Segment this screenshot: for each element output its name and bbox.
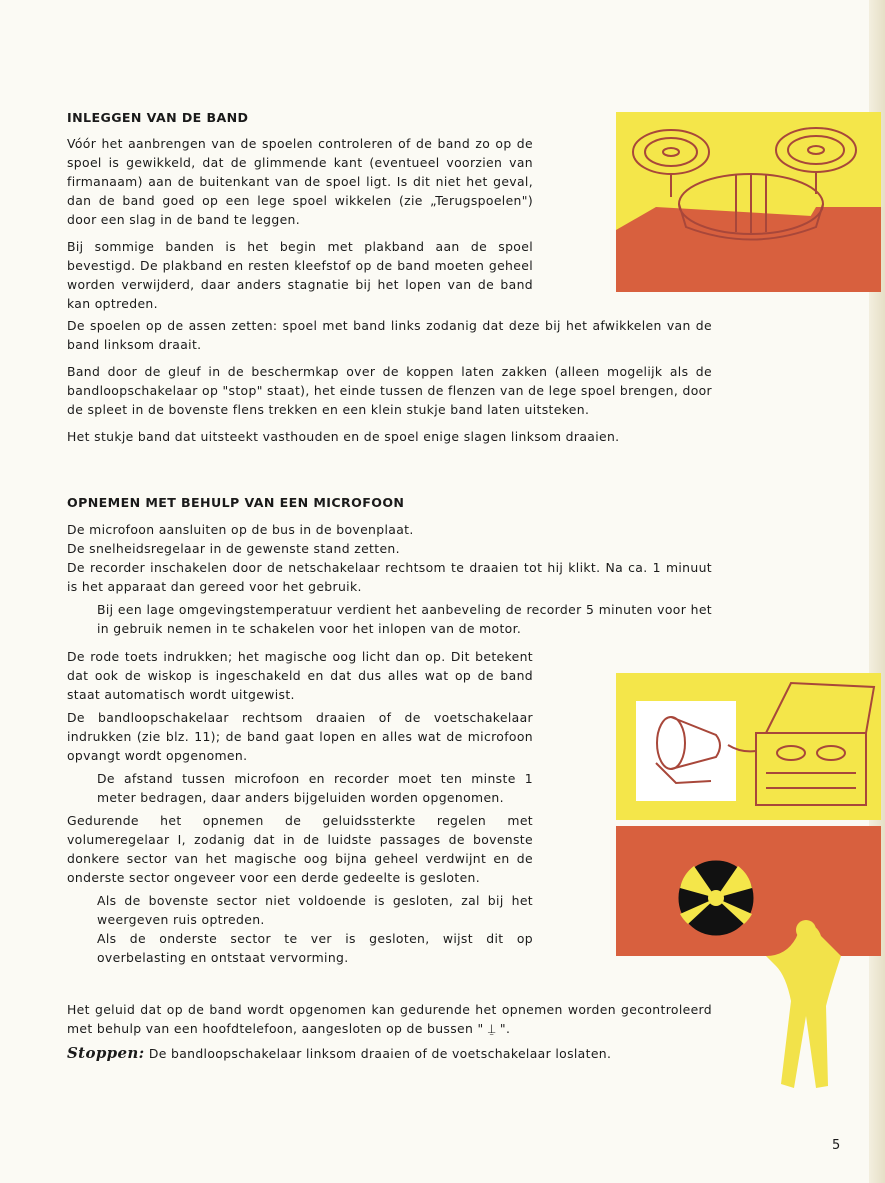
section2-middle [67,647,533,967]
stop-text: De bandloopschakelaar linksom draaien of de voetschakelaar loslaten. [144,1046,612,1061]
paragraph: De bandloopschakelaar rechtsom draaien of de voetschakelaar indrukken (zie blz. 11); de band gaat lopen en alles wat de microfoon opvangt wordt opgenomen. [67,710,533,763]
paragraph: Het stukje band dat uitsteekt vasthouden en de spoel enige slagen linksom draaien. [67,429,620,444]
section1-intro [67,134,533,313]
paragraph: Gedurende het opnemen de geluidssterkte regelen met volumeregelaar I, zodanig dat in de luidste passages de bovenste donkere sector van het magische oog bijna geheel verdwijnt en de onderste sector ongeveer voor een derde gedeelte is gesloten. [67,813,533,885]
section1-body [67,316,712,446]
paragraph: Vóór het aanbrengen van de spoelen controleren of de band zo op de spoel is gewikkeld, dat de glimmende kant (eventueel voorzien van firmanaam) aan de buitenkant van de spoel ligt. Is dit niet het geval, dan de band goed op een lege spoel wikkelen (zie „Terugspoelen") door een slag in de band te leggen. [67,136,533,227]
paragraph: De spoelen op de assen zetten: spoel met band links zodanig dat deze bij het afwikkelen van de band linksom draait. [67,318,712,352]
note: De afstand tussen microfoon en recorder moet ten minste 1 meter bedragen, daar anders bijgeluiden worden opgenomen. [97,771,533,805]
section2-intro [67,520,712,638]
microphone-recorder-illustration [616,673,881,820]
paragraph: De snelheidsregelaar in de gewenste stand zetten. [67,541,400,556]
paragraph: Het geluid dat op de band wordt opgenomen kan gedurende het opnemen worden gecontroleerd met behulp van een hoofdtelefoon, aangesloten op de bussen " ⍊ ". [67,1002,712,1036]
tape-recorder-illustration [616,112,881,292]
paragraph: Bij sommige banden is het begin met plakband aan de spoel bevestigd. De plakband en resten kleefstof op de band moeten geheel worden verwijderd, daar anders stagnatie bij het lopen van de band kan optreden. [67,239,533,311]
stop-paragraph [67,1044,712,1063]
section-heading-opnemen: OPNEMEN MET BEHULP VAN EEN MICROFOON [67,495,405,510]
paragraph: De microfoon aansluiten op de bus in de bovenplaat. [67,522,414,537]
paragraph: De rode toets indrukken; het magische oog licht dan op. Dit betekent dat ook de wiskop is ingeschakeld en dat dus alles wat op de band staat automatisch wordt uitgewist. [67,649,533,702]
section-heading-inleggen: INLEGGEN VAN DE BAND [67,110,249,125]
section2-end [67,1000,712,1063]
note: Als de onderste sector te ver is gesloten, wijst dit op overbelasting en ontstaat vervorming. [97,931,533,965]
stop-label: Stoppen: [67,1044,145,1062]
paragraph: Band door de gleuf in de beschermkap over de koppen laten zakken (alleen mogelijk als de bandloopschakelaar op "stop" staat), het einde tussen de flenzen van de lege spoel brengen, door de spleet in de bovenste flens trekken en een klein stukje band laten uitsteken. [67,364,712,417]
note: Bij een lage omgevingstemperatuur verdient het aanbeveling de recorder 5 minuten voor het in gebruik nemen in te schakelen voor het inlopen van de motor. [97,602,712,636]
paragraph: De recorder inschakelen door de netschakelaar rechtsom te draaien tot hij klikt. Na ca. 1 minuut is het apparaat dan gereed voor het gebruik. [67,560,712,594]
note: Als de bovenste sector niet voldoende is gesloten, zal bij het weergeven ruis optreden. [97,893,533,927]
page-number: 5 [832,1138,841,1153]
